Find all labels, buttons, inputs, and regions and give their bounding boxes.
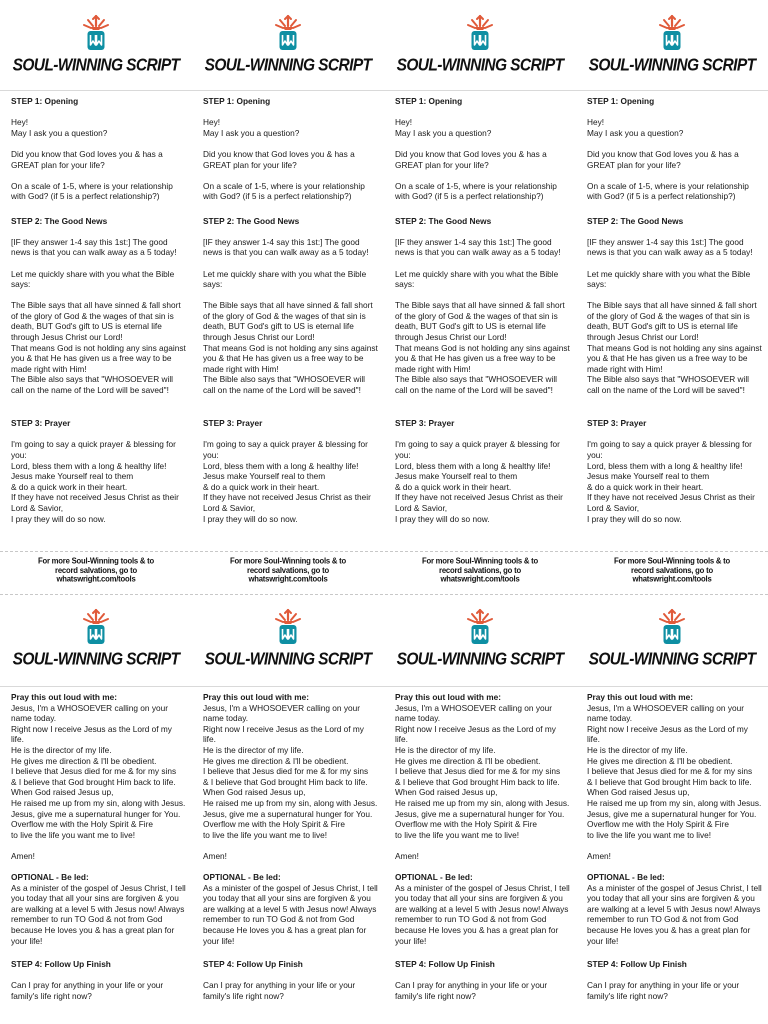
card-footer xyxy=(208,557,368,584)
prayer-line: Right now I receive Jesus as the Lord of my life. xyxy=(11,723,172,745)
prayer-line: He is the director of my life. xyxy=(395,744,496,755)
step4-question: Can I pray for anything in your life or your family's life right now? xyxy=(11,980,164,1001)
front-card xyxy=(0,0,192,592)
step3-heading: STEP 3: Prayer xyxy=(203,418,263,429)
optional-heading: OPTIONAL - Be led: xyxy=(11,872,89,883)
step2-paragraph: Let me quickly share with you what the Bible says: xyxy=(203,268,367,290)
footer-url: whatswright.com/tools xyxy=(440,574,520,584)
brand-title: SOUL-WINNING SCRIPT xyxy=(396,55,564,75)
prayer-line: & I believe that God brought Him back to life. xyxy=(203,776,368,787)
cut-line xyxy=(0,551,768,552)
step3-line: & do a quick work in their heart. xyxy=(203,481,320,492)
card-footer xyxy=(400,557,560,584)
step3-line: I'm going to say a quick prayer & blessing for you: xyxy=(203,439,368,460)
prayer-line: Jesus, I'm a WHOSOEVER calling on your name today. xyxy=(395,702,552,724)
footer-url: whatswright.com/tools xyxy=(248,574,328,584)
flame-hands-logo-icon xyxy=(81,14,111,54)
footer-line: For more Soul-Winning tools & to xyxy=(613,556,731,566)
step2-bible-line: The Bible says that all have sinned & fall short of the glory of God & the wages of that sin is death, BUT God's gift to US is eternal life through Jesus Christ our Lord! xyxy=(587,300,757,343)
prayer-line: When God raised Jesus up, xyxy=(587,787,690,798)
step4-heading: STEP 4: Follow Up Finish xyxy=(11,958,111,969)
step1-line: May I ask you a question? xyxy=(587,127,684,138)
prayer-line: Jesus, give me a supernatural hunger for You. xyxy=(11,808,181,819)
step1-heading: STEP 1: Opening xyxy=(395,96,463,106)
back-card xyxy=(576,594,768,1024)
prayer-line: & I believe that God brought Him back to life. xyxy=(587,776,752,787)
brand-header xyxy=(576,14,768,75)
step3-line: Jesus make Yourself real to them xyxy=(395,471,518,482)
step4-question: Can I pray for anything in your life or your family's life right now? xyxy=(395,980,548,1001)
amen-text: Amen! xyxy=(395,850,419,861)
step4-question: Can I pray for anything in your life or your family's life right now? xyxy=(587,980,740,1001)
step3-line: Lord, bless them with a long & healthy life! xyxy=(203,460,359,471)
step1-question: Did you know that God loves you & has a GREAT plan for your life? xyxy=(587,148,739,170)
footer-line: record salvations, go to xyxy=(439,565,521,575)
step3-line: & do a quick work in their heart. xyxy=(587,481,704,492)
step3-line: I pray they will do so now. xyxy=(11,513,106,524)
optional-heading: OPTIONAL - Be led: xyxy=(203,872,281,883)
step3-line: I pray they will do so now. xyxy=(587,513,682,524)
brand-header xyxy=(576,608,768,669)
prayer-line: He gives me direction & I'll be obedient. xyxy=(395,755,541,766)
prayer-line: He raised me up from my sin, along with Jesus. xyxy=(587,797,762,808)
step2-bible-line: That means God is not holding any sins against you & that He has given us a free way to be made right with Him! xyxy=(11,342,186,374)
step1-question: On a scale of 1-5, where is your relationship with God? (if 5 is a perfect relationship?) xyxy=(203,180,365,202)
step1-question: On a scale of 1-5, where is your relationship with God? (if 5 is a perfect relationship?) xyxy=(587,180,749,202)
step2-bible-line: The Bible also says that "WHOSOEVER will call on the name of the Lord will be saved"! xyxy=(587,374,750,396)
card-script-text xyxy=(395,692,571,1001)
prayer-line: I believe that Jesus died for me & for my sins xyxy=(395,766,561,777)
prayer-line: He raised me up from my sin, along with Jesus. xyxy=(203,797,378,808)
step3-line: Lord, bless them with a long & healthy life! xyxy=(587,460,743,471)
step1-question: Did you know that God loves you & has a GREAT plan for your life? xyxy=(395,148,547,170)
optional-heading: OPTIONAL - Be led: xyxy=(395,872,473,883)
step2-paragraph: Let me quickly share with you what the Bible says: xyxy=(11,268,175,290)
amen-text: Amen! xyxy=(11,850,35,861)
prayer-line: to live the life you want me to live! xyxy=(203,829,328,840)
step4-heading: STEP 4: Follow Up Finish xyxy=(203,958,303,969)
step2-heading: STEP 2: The Good News xyxy=(203,215,300,226)
step3-line: If they have not received Jesus Christ as their Lord & Savior, xyxy=(11,492,179,513)
prayer-heading: Pray this out loud with me: xyxy=(203,692,310,702)
step3-line: Lord, bless them with a long & healthy life! xyxy=(395,460,551,471)
step1-question: On a scale of 1-5, where is your relationship with God? (if 5 is a perfect relationship?) xyxy=(395,180,557,202)
step2-paragraph: Let me quickly share with you what the Bible says: xyxy=(395,268,559,290)
prayer-line: Jesus, give me a supernatural hunger for You. xyxy=(395,808,565,819)
step2-bible-line: The Bible says that all have sinned & fall short of the glory of God & the wages of that sin is death, BUT God's gift to US is eternal life through Jesus Christ our Lord! xyxy=(395,300,565,343)
prayer-line: He is the director of my life. xyxy=(587,744,688,755)
prayer-line: He gives me direction & I'll be obedient. xyxy=(203,755,349,766)
prayer-line: Right now I receive Jesus as the Lord of my life. xyxy=(587,723,748,745)
optional-heading: OPTIONAL - Be led: xyxy=(587,872,665,883)
step1-line: May I ask you a question? xyxy=(11,127,108,138)
amen-text: Amen! xyxy=(203,850,227,861)
step3-line: I pray they will do so now. xyxy=(203,513,298,524)
step1-line: Hey! xyxy=(203,117,221,128)
prayer-line: Right now I receive Jesus as the Lord of my life. xyxy=(395,723,556,745)
prayer-line: I believe that Jesus died for me & for my sins xyxy=(11,766,177,777)
flame-hands-logo-icon xyxy=(273,14,303,54)
brand-title: SOUL-WINNING SCRIPT xyxy=(588,649,756,669)
footer-line: record salvations, go to xyxy=(247,565,329,575)
prayer-line: He gives me direction & I'll be obedient. xyxy=(11,755,157,766)
step3-line: Jesus make Yourself real to them xyxy=(11,471,134,482)
card-script-text xyxy=(11,96,187,524)
footer-url: whatswright.com/tools xyxy=(632,574,712,584)
flame-hands-logo-icon xyxy=(465,14,495,54)
optional-text: As a minister of the gospel of Jesus Christ, I tell you today that all your sins are forgiven & you are walking at a level 5 with Jesus now! Always remember to run TO God & not from God because He loves you & has a great plan for your life! xyxy=(203,882,378,946)
prayer-line: to live the life you want me to live! xyxy=(395,829,520,840)
card-script-text xyxy=(11,692,187,1001)
footer-line: For more Soul-Winning tools & to xyxy=(229,556,347,566)
step1-heading: STEP 1: Opening xyxy=(203,96,271,106)
front-card xyxy=(576,0,768,592)
prayer-heading: Pray this out loud with me: xyxy=(11,692,118,702)
step2-paragraph: Let me quickly share with you what the Bible says: xyxy=(587,268,751,290)
optional-text: As a minister of the gospel of Jesus Christ, I tell you today that all your sins are forgiven & you are walking at a level 5 with Jesus now! Always remember to run TO God & not from God because He loves you & has a great plan for your life! xyxy=(11,882,186,946)
step4-question: Can I pray for anything in your life or your family's life right now? xyxy=(203,980,356,1001)
prayer-line: He is the director of my life. xyxy=(203,744,304,755)
brand-title: SOUL-WINNING SCRIPT xyxy=(12,649,180,669)
prayer-heading: Pray this out loud with me: xyxy=(587,692,694,702)
step4-heading: STEP 4: Follow Up Finish xyxy=(395,958,495,969)
prayer-line: Jesus, I'm a WHOSOEVER calling on your name today. xyxy=(11,702,168,724)
optional-text: As a minister of the gospel of Jesus Christ, I tell you today that all your sins are forgiven & you are walking at a level 5 with Jesus now! Always remember to run TO God & not from God because He loves you & has a great plan for your life! xyxy=(587,882,762,946)
brand-title: SOUL-WINNING SCRIPT xyxy=(588,55,756,75)
step3-line: Lord, bless them with a long & healthy life! xyxy=(11,460,167,471)
step2-bible-line: The Bible also says that "WHOSOEVER will call on the name of the Lord will be saved"! xyxy=(203,374,366,396)
brand-header xyxy=(384,608,576,669)
footer-line: For more Soul-Winning tools & to xyxy=(421,556,539,566)
step3-line: I pray they will do so now. xyxy=(395,513,490,524)
brand-header xyxy=(384,14,576,75)
card-footer xyxy=(592,557,752,584)
step2-bible-line: The Bible also says that "WHOSOEVER will call on the name of the Lord will be saved"! xyxy=(11,374,174,396)
step2-paragraph: [IF they answer 1-4 say this 1st:] The good news is that you can walk away as a 5 today! xyxy=(395,236,561,258)
front-card xyxy=(384,0,576,592)
prayer-line: I believe that Jesus died for me & for my sins xyxy=(587,766,753,777)
brand-title: SOUL-WINNING SCRIPT xyxy=(204,55,372,75)
flame-hands-logo-icon xyxy=(657,608,687,648)
step3-line: I'm going to say a quick prayer & blessing for you: xyxy=(395,439,560,460)
step2-bible-line: The Bible says that all have sinned & fall short of the glory of God & the wages of that sin is death, BUT God's gift to US is eternal life through Jesus Christ our Lord! xyxy=(11,300,181,343)
prayer-line: He is the director of my life. xyxy=(11,744,112,755)
card-script-text xyxy=(587,692,763,1001)
step2-heading: STEP 2: The Good News xyxy=(11,215,108,226)
prayer-line: Overflow me with the Holy Spirit & Fire xyxy=(203,819,346,830)
step3-line: If they have not received Jesus Christ as their Lord & Savior, xyxy=(395,492,563,513)
prayer-line: Jesus, give me a supernatural hunger for You. xyxy=(587,808,757,819)
step3-heading: STEP 3: Prayer xyxy=(11,418,71,429)
step2-paragraph: [IF they answer 1-4 say this 1st:] The good news is that you can walk away as a 5 today! xyxy=(11,236,177,258)
step2-heading: STEP 2: The Good News xyxy=(587,215,684,226)
prayer-line: Jesus, give me a supernatural hunger for You. xyxy=(203,808,373,819)
back-card xyxy=(384,594,576,1024)
brand-header xyxy=(0,608,192,669)
front-card xyxy=(192,0,384,592)
brand-header xyxy=(0,14,192,75)
back-card xyxy=(192,594,384,1024)
prayer-line: Overflow me with the Holy Spirit & Fire xyxy=(395,819,538,830)
step1-question: Did you know that God loves you & has a GREAT plan for your life? xyxy=(11,148,163,170)
prayer-line: Jesus, I'm a WHOSOEVER calling on your name today. xyxy=(203,702,360,724)
step3-line: & do a quick work in their heart. xyxy=(395,481,512,492)
step3-line: If they have not received Jesus Christ as their Lord & Savior, xyxy=(203,492,371,513)
card-script-text xyxy=(203,692,379,1001)
flame-hands-logo-icon xyxy=(273,608,303,648)
step3-line: I'm going to say a quick prayer & blessing for you: xyxy=(587,439,752,460)
step4-heading: STEP 4: Follow Up Finish xyxy=(587,958,687,969)
step2-bible-line: That means God is not holding any sins against you & that He has given us a free way to be made right with Him! xyxy=(395,342,570,374)
card-script-text xyxy=(395,96,571,524)
prayer-line: Overflow me with the Holy Spirit & Fire xyxy=(11,819,154,830)
prayer-line: When God raised Jesus up, xyxy=(395,787,498,798)
step2-paragraph: [IF they answer 1-4 say this 1st:] The good news is that you can walk away as a 5 today! xyxy=(203,236,369,258)
back-card xyxy=(0,594,192,1024)
brand-title: SOUL-WINNING SCRIPT xyxy=(12,55,180,75)
step1-question: On a scale of 1-5, where is your relationship with God? (if 5 is a perfect relationship?) xyxy=(11,180,173,202)
card-script-text xyxy=(587,96,763,524)
prayer-line: Right now I receive Jesus as the Lord of my life. xyxy=(203,723,364,745)
step2-bible-line: The Bible also says that "WHOSOEVER will call on the name of the Lord will be saved"! xyxy=(395,374,558,396)
step3-heading: STEP 3: Prayer xyxy=(587,418,647,429)
step3-line: Jesus make Yourself real to them xyxy=(203,471,326,482)
step2-bible-line: The Bible says that all have sinned & fall short of the glory of God & the wages of that sin is death, BUT God's gift to US is eternal life through Jesus Christ our Lord! xyxy=(203,300,373,343)
prayer-heading: Pray this out loud with me: xyxy=(395,692,502,702)
prayer-line: to live the life you want me to live! xyxy=(587,829,712,840)
prayer-line: Overflow me with the Holy Spirit & Fire xyxy=(587,819,730,830)
step3-line: If they have not received Jesus Christ as their Lord & Savior, xyxy=(587,492,755,513)
step2-bible-line: That means God is not holding any sins against you & that He has given us a free way to be made right with Him! xyxy=(203,342,378,374)
step2-paragraph: [IF they answer 1-4 say this 1st:] The good news is that you can walk away as a 5 today! xyxy=(587,236,753,258)
card-script-text xyxy=(203,96,379,524)
prayer-line: He raised me up from my sin, along with Jesus. xyxy=(395,797,570,808)
optional-text: As a minister of the gospel of Jesus Christ, I tell you today that all your sins are forgiven & you are walking at a level 5 with Jesus now! Always remember to run TO God & not from God because He loves you & has a great plan for your life! xyxy=(395,882,570,946)
step2-bible-line: That means God is not holding any sins against you & that He has given us a free way to be made right with Him! xyxy=(587,342,762,374)
step1-question: Did you know that God loves you & has a GREAT plan for your life? xyxy=(203,148,355,170)
brand-header xyxy=(192,608,384,669)
brand-title: SOUL-WINNING SCRIPT xyxy=(204,649,372,669)
prayer-line: When God raised Jesus up, xyxy=(11,787,114,798)
flame-hands-logo-icon xyxy=(81,608,111,648)
step1-line: Hey! xyxy=(587,117,605,128)
card-footer xyxy=(16,557,176,584)
step1-line: Hey! xyxy=(395,117,413,128)
prayer-line: He raised me up from my sin, along with Jesus. xyxy=(11,797,186,808)
footer-url: whatswright.com/tools xyxy=(56,574,136,584)
prayer-line: When God raised Jesus up, xyxy=(203,787,306,798)
prayer-line: & I believe that God brought Him back to life. xyxy=(11,776,176,787)
script-card-back-sheet xyxy=(0,594,768,1024)
step1-line: Hey! xyxy=(11,117,29,128)
step1-heading: STEP 1: Opening xyxy=(11,96,79,106)
footer-line: record salvations, go to xyxy=(631,565,713,575)
prayer-line: to live the life you want me to live! xyxy=(11,829,136,840)
prayer-line: Jesus, I'm a WHOSOEVER calling on your name today. xyxy=(587,702,744,724)
brand-title: SOUL-WINNING SCRIPT xyxy=(396,649,564,669)
footer-line: record salvations, go to xyxy=(55,565,137,575)
step1-line: May I ask you a question? xyxy=(203,127,300,138)
step3-heading: STEP 3: Prayer xyxy=(395,418,455,429)
prayer-line: & I believe that God brought Him back to life. xyxy=(395,776,560,787)
amen-text: Amen! xyxy=(587,850,611,861)
step3-line: Jesus make Yourself real to them xyxy=(587,471,710,482)
step3-line: & do a quick work in their heart. xyxy=(11,481,128,492)
step1-line: May I ask you a question? xyxy=(395,127,492,138)
flame-hands-logo-icon xyxy=(465,608,495,648)
flame-hands-logo-icon xyxy=(657,14,687,54)
footer-line: For more Soul-Winning tools & to xyxy=(37,556,155,566)
step1-heading: STEP 1: Opening xyxy=(587,96,655,106)
step3-line: I'm going to say a quick prayer & blessing for you: xyxy=(11,439,176,460)
brand-header xyxy=(192,14,384,75)
prayer-line: He gives me direction & I'll be obedient. xyxy=(587,755,733,766)
step2-heading: STEP 2: The Good News xyxy=(395,215,492,226)
prayer-line: I believe that Jesus died for me & for my sins xyxy=(203,766,369,777)
